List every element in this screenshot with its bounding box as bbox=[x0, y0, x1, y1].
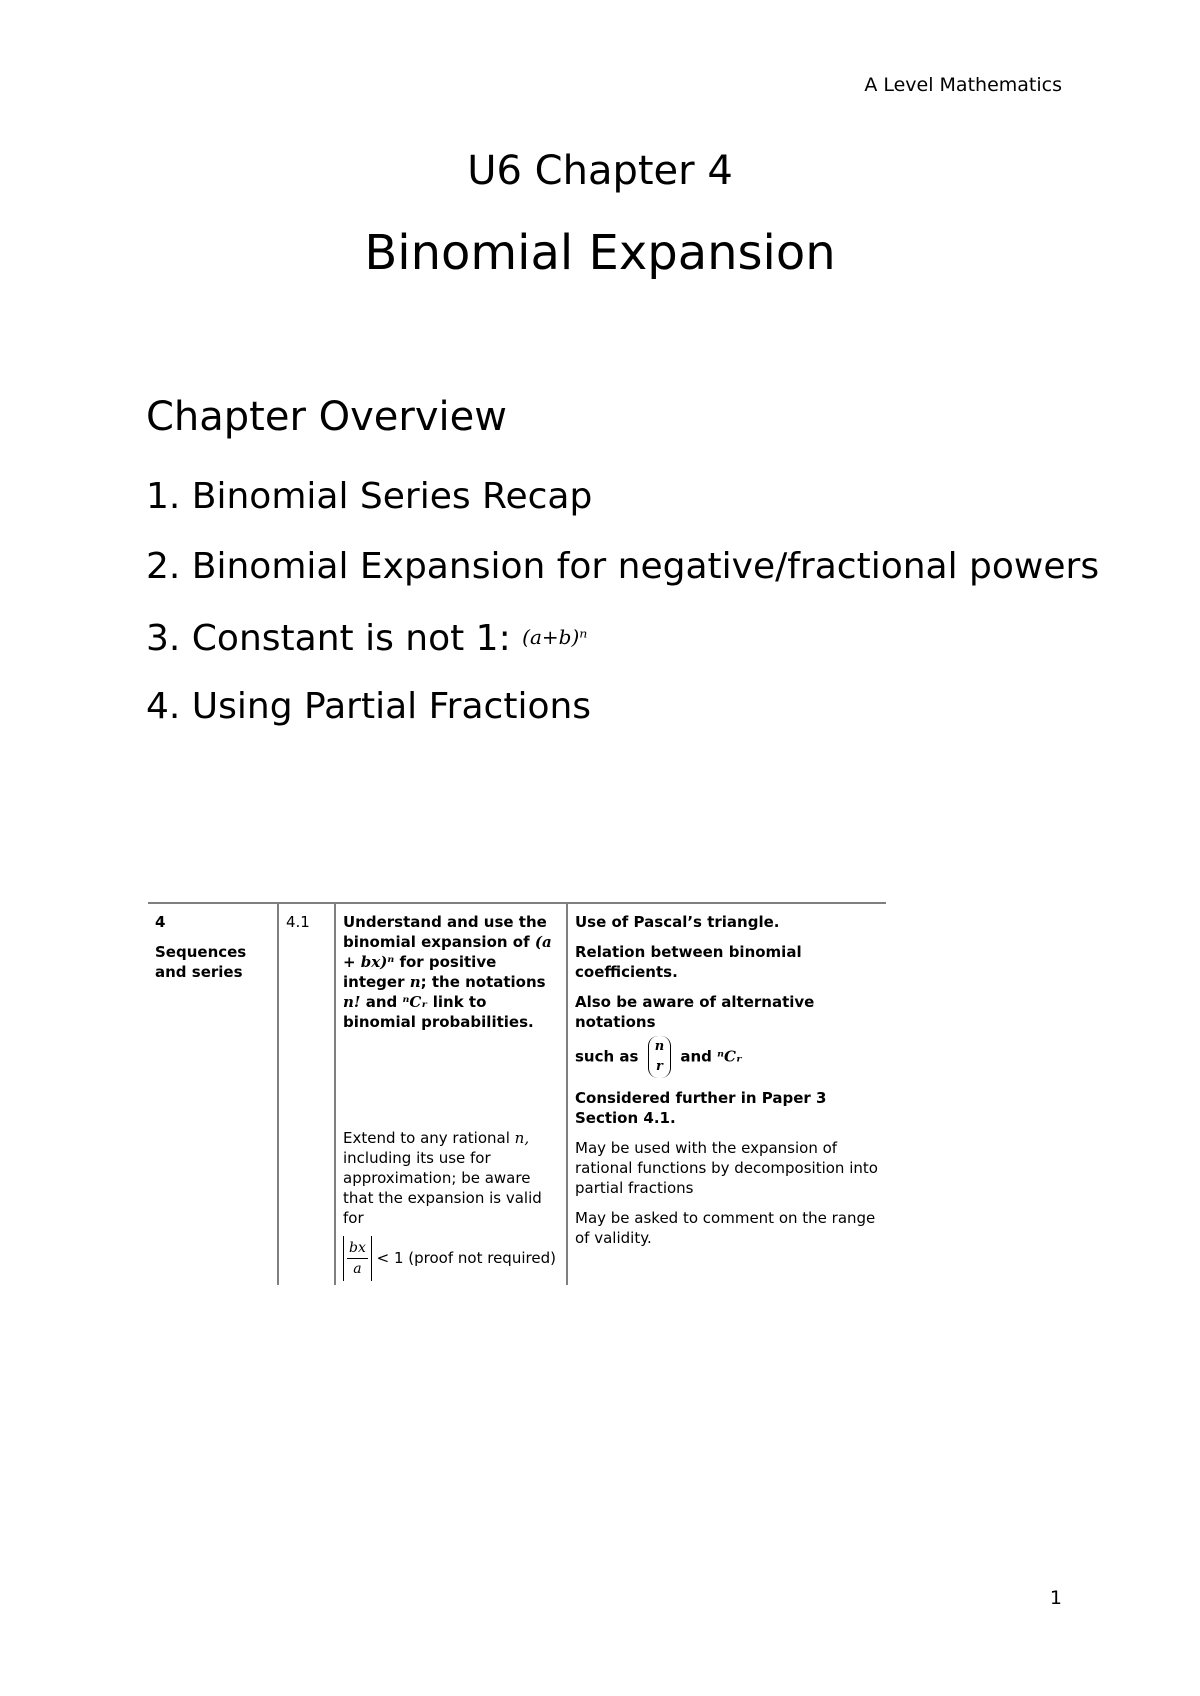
guidance-text: Considered further in Paper 3 Section 4.1. bbox=[575, 1089, 827, 1127]
overview-item bbox=[146, 544, 1099, 614]
overview-item-math: (a+b)ⁿ bbox=[522, 625, 588, 649]
extend-text: including its use for approximation; be aware that the expansion is valid for bbox=[343, 1149, 542, 1227]
guidance-cell bbox=[567, 903, 886, 1285]
extend-variable: n, bbox=[514, 1129, 530, 1147]
topic-number: 4 bbox=[155, 913, 166, 931]
guidance-ncr: ⁿCᵣ bbox=[717, 1047, 743, 1066]
overview-item-label: 2. Binomial Expansion for negative/fractional powers bbox=[146, 546, 1100, 587]
content-cell bbox=[335, 903, 567, 1285]
content-factorial: n! bbox=[343, 993, 361, 1011]
absolute-value bbox=[343, 1236, 372, 1281]
binomial-coefficient bbox=[648, 1036, 671, 1078]
overview-item bbox=[146, 614, 1099, 684]
content-text: and bbox=[365, 993, 398, 1011]
content-text: link to binomial probabilities. bbox=[343, 993, 534, 1031]
guidance-text: and bbox=[680, 1047, 712, 1066]
overview-item-label: 3. Constant is not 1: bbox=[146, 618, 511, 659]
overview-list bbox=[146, 474, 1099, 754]
guidance-text: Relation between binomial coefficients. bbox=[575, 943, 802, 981]
guidance-text: May be used with the expansion of rational functions by decomposition into partial fractions bbox=[575, 1139, 878, 1197]
content-text: for positive integer bbox=[343, 953, 497, 991]
validity-condition bbox=[343, 1236, 560, 1281]
specification-table bbox=[148, 902, 886, 1285]
fraction-numerator: bx bbox=[347, 1238, 368, 1259]
guidance-text: Also be aware of alternative notations bbox=[575, 993, 815, 1031]
page-number: 1 bbox=[1049, 1587, 1062, 1609]
content-variable: n bbox=[409, 973, 421, 991]
guidance-text: May be asked to comment on the range of validity. bbox=[575, 1209, 876, 1247]
fraction bbox=[347, 1238, 368, 1279]
content-statement bbox=[343, 912, 560, 1032]
overview-item bbox=[146, 684, 1099, 754]
ref-cell bbox=[278, 903, 335, 1285]
overview-item bbox=[146, 474, 1099, 544]
table-row bbox=[148, 903, 886, 1285]
guidance-notation bbox=[575, 1036, 880, 1078]
topic-name-line1: Sequences bbox=[155, 943, 247, 961]
guidance-text: Use of Pascal’s triangle. bbox=[575, 913, 780, 931]
ref-number: 4.1 bbox=[286, 913, 310, 931]
overview-item-label: 1. Binomial Series Recap bbox=[146, 476, 593, 517]
header-subject: A Level Mathematics bbox=[864, 74, 1062, 96]
content-ncr: ⁿCᵣ bbox=[402, 993, 428, 1011]
binomial-top: n bbox=[654, 1039, 665, 1054]
content-text: Understand and use the binomial expansion of bbox=[343, 913, 547, 951]
extend-text: Extend to any rational bbox=[343, 1129, 510, 1147]
chapter-title: U6 Chapter 4 bbox=[467, 148, 733, 194]
content-expression: (a + bx)ⁿ bbox=[343, 933, 552, 971]
binomial-bottom: r bbox=[655, 1059, 663, 1074]
topic-title: Binomial Expansion bbox=[364, 225, 836, 281]
topic-cell bbox=[148, 903, 278, 1285]
overview-heading: Chapter Overview bbox=[146, 394, 507, 440]
validity-text: < 1 (proof not required) bbox=[376, 1249, 556, 1267]
topic-name-line2: and series bbox=[155, 963, 243, 981]
fraction-denominator: a bbox=[353, 1261, 362, 1277]
guidance-text: such as bbox=[575, 1047, 639, 1066]
extend-statement bbox=[343, 1128, 560, 1228]
content-text: ; the notations bbox=[420, 973, 546, 991]
overview-item-label: 4. Using Partial Fractions bbox=[146, 686, 592, 727]
